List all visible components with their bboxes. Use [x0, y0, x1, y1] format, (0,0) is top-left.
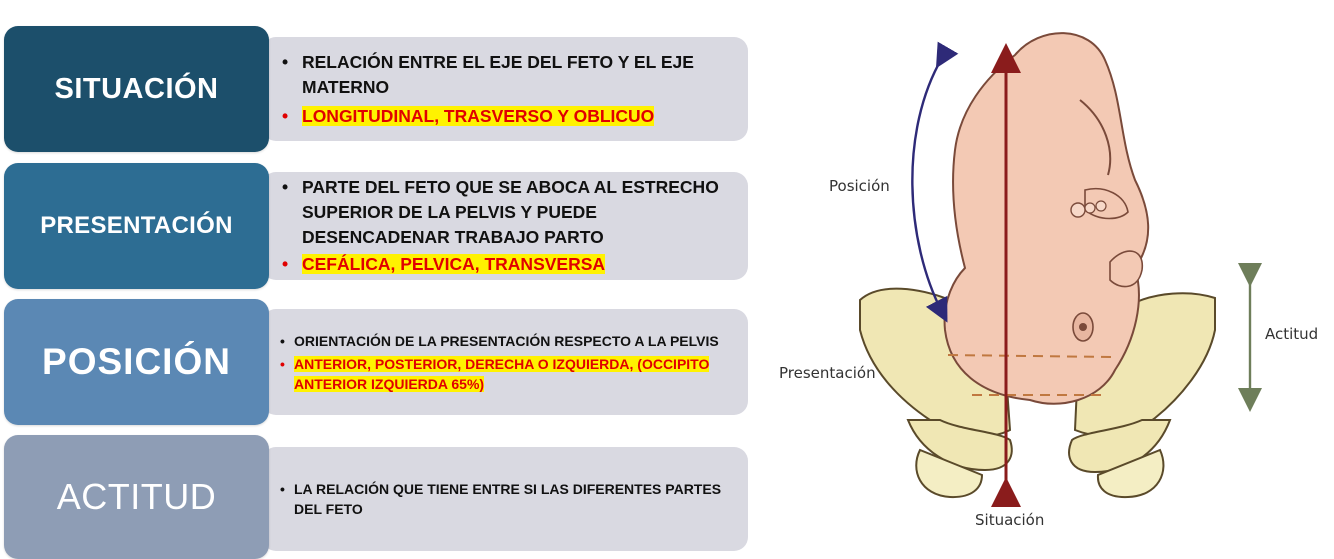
label-posicion — [4, 299, 269, 425]
label-actitud-text: ACTITUD — [56, 476, 217, 517]
label-situacion — [4, 26, 269, 152]
bullet-text: ORIENTACIÓN DE LA PRESENTACIÓN RESPECTO A LA PELVIS — [294, 332, 719, 349]
bullet-dot: • — [282, 254, 289, 274]
bullet-presentacion-types — [280, 252, 730, 277]
label-presentacion — [4, 163, 269, 289]
bullet-posicion-types — [280, 354, 730, 394]
highlighted-text: CEFÁLICA, PELVICA, TRANSVERSA — [302, 254, 606, 274]
figure-label-actitud: Actitud — [1265, 325, 1319, 343]
posicion-arrow — [912, 58, 942, 312]
bullet-posicion-definition — [280, 331, 730, 351]
content-posicion — [262, 309, 748, 415]
bullet-dot: • — [280, 481, 285, 497]
content-actitud — [262, 447, 748, 551]
fetus-shape — [945, 33, 1149, 404]
bullet-text: LA RELACIÓN QUE TIENE ENTRE SI LAS DIFERENTES PARTES DEL FETO — [294, 481, 722, 517]
label-actitud — [4, 435, 269, 559]
bullet-situacion-definition — [280, 50, 730, 100]
fetus-pelvis-drawing — [760, 0, 1334, 559]
figure-label-situacion: Situación — [975, 511, 1045, 529]
bullet-situacion-types — [280, 104, 730, 129]
label-situacion-text: SITUACIÓN — [54, 72, 219, 105]
fetal-pelvis-illustration — [760, 0, 1334, 559]
bullet-dot: • — [282, 177, 289, 197]
label-presentacion-text: PRESENTACIÓN — [40, 212, 233, 239]
figure-label-posicion: Posición — [829, 177, 890, 195]
bullet-dot: • — [282, 51, 289, 72]
content-presentacion — [262, 172, 748, 280]
bullet-dot: • — [280, 355, 285, 372]
bullet-presentacion-definition — [280, 175, 730, 250]
content-situacion — [262, 37, 748, 141]
bullet-dot: • — [282, 105, 289, 126]
bullet-dot: • — [280, 332, 285, 349]
bullet-text: RELACIÓN ENTRE EL EJE DEL FETO Y EL EJE MATERNO — [302, 51, 694, 97]
bullet-actitud-definition — [280, 479, 730, 519]
highlighted-text: ANTERIOR, POSTERIOR, DERECHA O IZQUIERDA, (OCCIPITO ANTERIOR IZQUIERDA 65%) — [294, 355, 710, 392]
bullet-text: PARTE DEL FETO QUE SE ABOCA AL ESTRECHO SUPERIOR DE LA PELVIS Y PUEDE DESENCADENAR TRABAJO PARTO — [302, 177, 719, 247]
figure-label-presentacion: Presentación — [779, 364, 876, 382]
label-posicion-text: POSICIÓN — [42, 341, 231, 382]
highlighted-text: LONGITUDINAL, TRASVERSO Y OBLICUO — [302, 105, 655, 126]
